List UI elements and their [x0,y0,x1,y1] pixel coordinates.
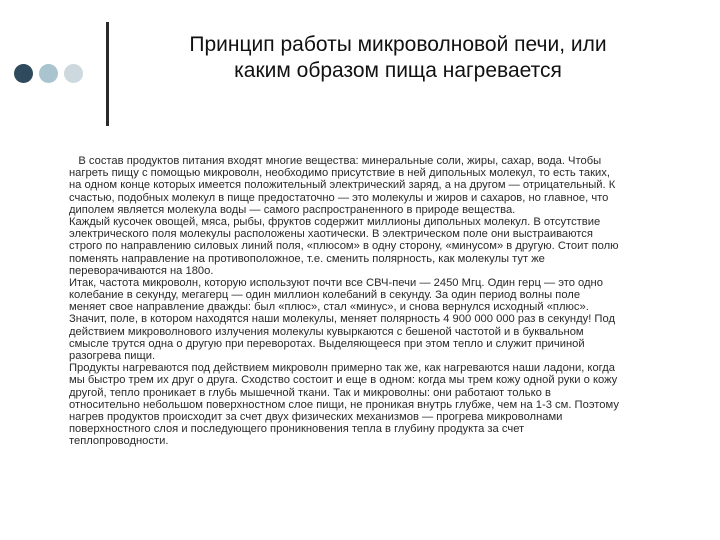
body-text [69,155,712,448]
body-line: Продукты нагреваются под действием микроволн примерно так же, как нагреваются наши ладони, когда [69,362,616,375]
body-line: теплопроводности. [69,435,169,448]
body-line: смысле трутся одна о другую при переворотах. Выделяющееся при этом тепло и служит причиной [69,337,585,350]
body-line: нагрев продуктов происходит за счет двух физических механизмов — прогрева микроволнами [69,410,563,423]
decorative-dots [14,64,94,84]
body-line: электрического поля молекулы расположены хаотически. В электрическом поле они выстраиваются [69,228,593,241]
slide-title [118,32,678,84]
body-line: мы быстро трем их друг о друга. Сходство состоит и еще в одном: когда мы трем кожу одной руки о кожу [69,374,618,387]
vertical-divider [106,22,109,126]
title-line: Принцип работы микроволновой печи, или [189,33,607,56]
body-line: переворачиваются на 180о. [69,264,214,277]
body-line: диполем является молекула воды — самого распространенного в природе вещества. [69,203,516,216]
body-line: В состав продуктов питания входят многие вещества: минеральные соли, жиры, сахар, вода. Чтобы [69,155,602,167]
body-line: разогрева пищи. [69,350,156,362]
light-dot-icon [39,64,58,83]
body-line: колебание в секунду, мегагерц — один миллион колебаний в секунду. За один период волны поле [69,289,581,302]
dark-dot-icon [14,64,33,83]
body-line: другой, тепло проникает в глубь мышечной ткани. Так и микроволны: они работают только в [69,386,551,399]
body-line: меняет свое направление дважды: был «плюс», стал «минус», и снова вернулся исходный «плюс». [69,301,589,314]
body-line: Каждый кусочек овощей, мяса, рыбы, фруктов содержит миллионы дипольных молекул. В отсутствие [69,215,601,228]
body-line: действием микроволнового излучения молекулы кувыркаются с бешеной частотой и в буквальном [69,325,584,338]
body-line: нагреть пищу с помощью микроволн, необходимо присутствие в ней дипольных молекул, то есть таких, [69,167,610,180]
body-line: строго по направлению силовых линий поля, «плюсом» в одну сторону, «минусом» в другую. Стоит полю [69,240,619,253]
body-line: поверхностного слоя и последующего проникновения тепла в глубину продукта за счет [69,423,525,436]
body-line: счастью, подобных молекул в пище предостаточно — это молекулы и жиров и сахаров, но главное, что [69,191,609,204]
body-line: Значит, поле, в котором находятся наши молекулы, меняет полярность 4 900 000 000 раз в секунду! Под [69,313,615,326]
body-line: на одном конце которых имеется положительный электрический заряд, а на другом — отрицательный. К [69,179,616,192]
body-line: относительно небольшом поверхностном слое пищи, не проникая внутрь глубже, чем на 1-3 см. Поэтому [69,398,619,411]
light-dot-icon [64,64,83,83]
body-line: Итак, частота микроволн, которую используют почти все СВЧ-печи — 2450 Мгц. Один герц — это одно [69,276,603,289]
title-line: каким образом пища нагревается [234,59,562,82]
body-line: поменять направление на противоположное, т.е. сменить полярность, как молекулы тут же [69,252,545,265]
